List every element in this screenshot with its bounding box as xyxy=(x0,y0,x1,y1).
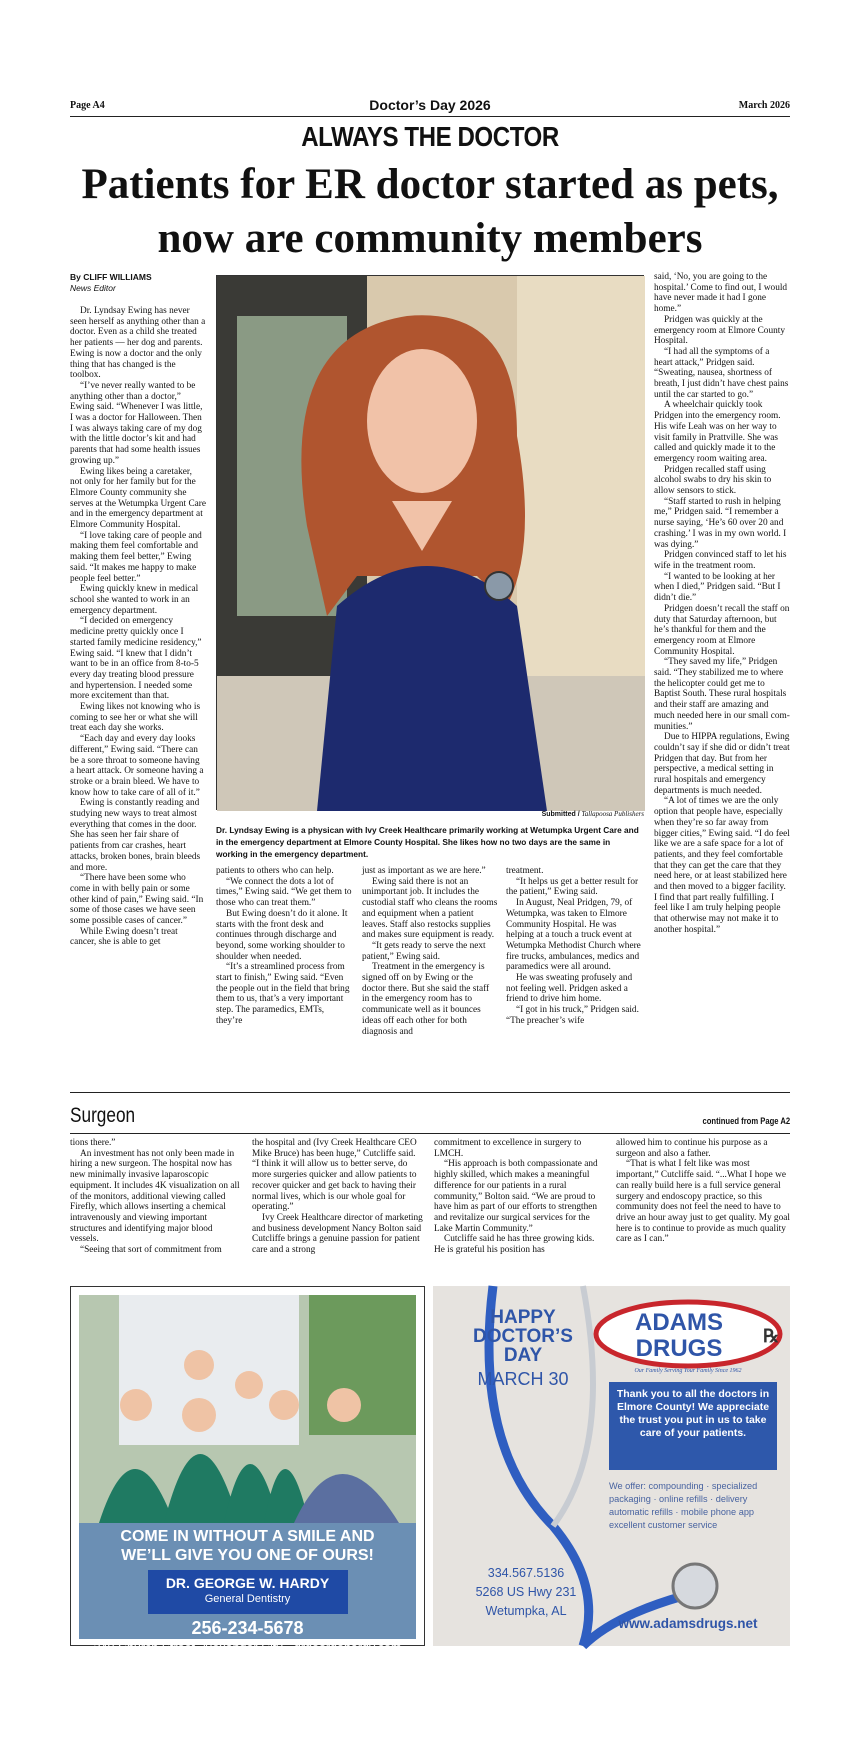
happy-line-3: DAY xyxy=(503,1345,543,1366)
happy-line-1: HAPPY xyxy=(490,1307,556,1328)
paragraph: “It’s a streamlined process from start to finish,” Ewing said. “Even the people out in the field that bring them to us, that’s a very important step. The paramedics, EMTs, they’re xyxy=(216,962,350,1026)
paragraph: He was sweating profusely and not feeling well. Pridgen asked a friend to drive him home. xyxy=(506,973,633,1005)
paragraph: But Ewing doesn’t do it alone. It starts with the front desk and continues through discharge and beyond, some working shoulder to shoulder when needed. xyxy=(216,908,348,962)
paragraph: patients to others who can help. xyxy=(216,866,334,876)
paragraph: “I wanted to be looking at her when I died,” Pridgen said. “But I didn’t die.” xyxy=(654,571,781,604)
paragraph: “Staff started to rush in helping me,” Pridgen said. “I remember a nurse saying, ‘He’s 60 over 20 and crashing.’ I was in my own world. I was dying.” xyxy=(654,496,787,550)
surgeon-column-1 xyxy=(70,1138,242,1273)
rx-icon: ℞ xyxy=(763,1326,780,1346)
dentist-name-box xyxy=(148,1570,348,1614)
paragraph: just as important as we are here.” xyxy=(362,866,486,876)
paragraph: the hospital and (Ivy Creek Healthcare CEO Mike Bruce) has been huge,” Cutcliffe said. “I think it will allow us to better serve, do more surgeries quicker and allow patients to recover quicker and get back to having their normal lives, which is our whole goal for operating.” xyxy=(252,1138,417,1213)
author-name: By CLIFF WILLIAMS xyxy=(70,272,152,282)
paragraph: “They saved my life,” Pridgen said. “They stabilized me to where the helicopter could get me to Baptist South. These rural hospitals and their staff are amazing and much needed here in our small communities.” xyxy=(654,657,790,732)
paragraph: Pridgen recalled staff using alcohol swabs to dry his skin to allow sensors to stick. xyxy=(654,464,772,497)
paragraph: “There have been some who come in with belly pain or some other kind of pain,” Ewing said. “In some of those cases we have seen some possible cases of cancer.” xyxy=(70,873,204,927)
surgeon-column-3 xyxy=(434,1138,606,1273)
dentist-name: DR. GEORGE W. HARDY xyxy=(165,1575,330,1591)
paragraph: Ewing likes being a caretaker, not only for her family but for the Elmore County community she serves at the Wetumpka Urgent Care and in the emergency department at Elmore Community Hospital. xyxy=(70,466,206,531)
surgeon-section-title: Surgeon xyxy=(70,1104,136,1127)
dentist-ad[interactable] xyxy=(70,1286,425,1655)
paragraph: “I got in his truck,” Pridgen said. “The preacher’s wife xyxy=(506,1005,639,1026)
paragraph: Ewing quickly knew in medical school she wanted to work in an emergency department. xyxy=(70,584,199,616)
article-column-1 xyxy=(70,306,206,948)
article-column-4 xyxy=(506,866,642,1078)
pharmacy-city: Wetumpka, AL xyxy=(485,1604,567,1618)
pharmacy-website[interactable]: www.adamsdrugs.net xyxy=(618,1616,758,1631)
paragraph: Pridgen doesn’t recall the staff on duty that Saturday afternoon, but he’s thankful for them and the emergency room at Elmore Community Hospital. xyxy=(654,603,790,657)
credit-source: Tallapoosa Publishers xyxy=(581,810,644,818)
pharmacy-offer: We offer: compounding · specialized packaging · online refills · delivery automatic refills · mobile phone app excellent customer service xyxy=(609,1481,758,1530)
brand-line-2: DRUGS xyxy=(635,1335,723,1362)
paragraph: “It gets ready to serve the next patient,” Ewing said. xyxy=(362,940,486,962)
paragraph: A wheelchair quickly took Pridgen into the emergency room. His wife Leah was on her way to visit family in Prattville. She was called and quickly made it to the emergency room waiting area. xyxy=(654,400,781,464)
continued-from: continued from Page A2 xyxy=(702,1116,790,1126)
paragraph: commitment to excellence in surgery to LMCH. xyxy=(434,1138,582,1159)
surgeon-column-2 xyxy=(252,1138,424,1273)
brand-line-1: ADAMS xyxy=(635,1309,723,1336)
adams-drugs-logo xyxy=(593,1300,783,1374)
paragraph: “A lot of times we are the only option that people have, especially when they’re so far away from bigger cities,” Ewing said. “I do feel like we are a safe space for a lot of patients, and they feel comfortable that they can get the care that they need here, or at least stabilized here and then moved to a bigger facility. I find that part really fulfilling. I feel like I am truly helping people that otherwise may not make it to another hospital.” xyxy=(654,796,790,935)
pharmacy-street: 5268 US Hwy 231 xyxy=(475,1585,577,1599)
pharmacy-contact xyxy=(471,1564,581,1621)
pharmacy-ad[interactable] xyxy=(433,1286,790,1646)
staff-group-illustration xyxy=(79,1295,416,1523)
paragraph: An investment has not only been made in hiring a new surgeon. The hospital now has new minimally invasive laparoscopic equipment. It includes 4K visualization on all of the monitors, additional viewing called Firefly, which allows inserting a chemical intravenously and viewing important structures and identifying major blood vessels. xyxy=(70,1148,240,1245)
ad-slogan-line-2: WE’LL GIVE YOU ONE OF OURS! xyxy=(121,1547,374,1564)
surgeon-column-4 xyxy=(616,1138,790,1273)
happy-doctors-day xyxy=(453,1308,593,1365)
paragraph: Cutcliffe said he has three growing kids. He is grateful his position has xyxy=(434,1234,595,1256)
folio-bar xyxy=(70,97,790,117)
paragraph: In August, Neal Pridgen, 79, of Wetumpka, was taken to Elmore Community Hospital. He was helping at a touch a truck event at Wetumpka Methodist Church where fire trucks, ambulances, medics and paramedics were all around. xyxy=(506,898,641,973)
article-column-3 xyxy=(362,866,498,1078)
surgeon-divider xyxy=(70,1133,790,1134)
article-column-5 xyxy=(654,272,790,1078)
headline-line-2: now are community members xyxy=(157,215,703,262)
paragraph: tions there.” xyxy=(70,1138,116,1148)
photo-caption: Dr. Lyndsay Ewing is a physican with Ivy Creek Healthcare primarily working at Wetumpka Urgent Care and in the emergency department at Elmore County Hospital. She likes how no two days are the same in working in the emergency department. xyxy=(216,825,639,859)
dental-staff-photo xyxy=(79,1295,416,1523)
paragraph: “I had all the symptoms of a heart attack,” Pridgen said. “Sweating, nausea, shortness of breath, I just didn’t have chest pains until the car started to go.” xyxy=(654,346,789,400)
paragraph: Ivy Creek Healthcare director of marketing and business development Nancy Bolton said Cutcliffe brings a genuine passion for patient care and a strong xyxy=(252,1212,423,1256)
paragraph: “I love taking care of people and making them feel comfortable and making them feel better,” Ewing said. “It makes me happy to make people feel better.” xyxy=(70,530,202,584)
portrait-illustration xyxy=(217,276,645,811)
paragraph: “We connect the dots a lot of times,” Ewing said. “We get them to those who can treat them.” xyxy=(216,876,352,909)
author-title: News Editor xyxy=(70,283,116,293)
paragraph: “It helps us get a better result for the patient,” Ewing said. xyxy=(506,876,639,898)
headline-line-1: Patients for ER doctor started as pets, xyxy=(81,161,779,208)
page-number: Page A4 xyxy=(70,100,105,111)
dentist-phone[interactable]: 256-234-5678 xyxy=(191,1618,304,1638)
section-title: Doctor’s Day 2026 xyxy=(369,97,491,113)
paragraph: “That is what I felt like was most important,” Cutcliffe said. “...What I hope we can really build here is a full service general surgery and endoscopy practice, so this community does not feel the need to have to drive an hour away just to get quality. My goal here is to continue to provide as much quality care as I can.” xyxy=(616,1159,790,1245)
paragraph: Ewing likes not knowing who is coming to see her or what she will treat each day she works. xyxy=(70,702,201,734)
paragraph: Dr. Lyndsay Ewing has never seen herself as anything other than a doctor. Even as a child she treated her patients — her dog and parents. Ewing is now a doctor and the only thing that has changed is the toolbox. xyxy=(70,306,206,381)
issue-date: March 2026 xyxy=(738,100,790,111)
paragraph: While Ewing doesn’t treat cancer, she is able to get xyxy=(70,926,178,948)
doctors-day-date: MARCH 30 xyxy=(477,1369,569,1389)
paragraph: “Seeing that sort of commitment from xyxy=(80,1245,222,1256)
kicker-headline: ALWAYS THE DOCTOR xyxy=(301,121,559,152)
dentist-ad-banner xyxy=(79,1523,416,1655)
brand-tagline: Our Family Serving Your Family Since 1962 xyxy=(634,1368,742,1374)
main-headline xyxy=(60,158,800,266)
paragraph: “I’ve never really wanted to be anything other than a doctor,” Ewing said. “Whenever I was little, I was a doctor for Halloween. Then I was always taking care of my dog with the little doctor’s kit and had parents that had some health issues growing up.” xyxy=(70,380,203,466)
dentist-specialty: General Dentistry xyxy=(204,1593,291,1605)
photo-credit xyxy=(216,810,644,818)
paragraph: allowed him to continue his purpose as a surgeon and also a father. xyxy=(616,1138,768,1159)
paragraph: Ewing is constantly reading and studying new ways to treat almost everything that comes in the door. She has seen her fair share of patients from car crashes, heart attacks, broken bones, brain bleeds and more. xyxy=(70,798,201,873)
doctor-portrait-photo xyxy=(216,275,644,810)
ad-slogan xyxy=(79,1523,416,1565)
paragraph: Due to HIPPA regulations, Ewing couldn’t say if she did or didn’t treat Pridgen that day. But from her perspective, a medical setting in rural hospitals and emergency departments is much needed. xyxy=(654,732,790,796)
paragraph: said, ‘No, you are going to the hospital.’ Come to find out, I would have never made it had I gone home.” xyxy=(654,272,788,315)
pharmacy-phone[interactable]: 334.567.5136 xyxy=(487,1566,565,1580)
pharmacy-thanks: Thank you to all the doctors in Elmore County! We appreciate the trust you put in us to take care of your patients. xyxy=(609,1382,777,1470)
ad-slogan-line-1: COME IN WITHOUT A SMILE AND xyxy=(120,1528,375,1545)
paragraph: “Each day and every day looks different,” Ewing said. “There can be a sore throat to someone having a heart attack. Or someone having a stroke or a brain bleed. We have to know how to take care of all of it.” xyxy=(70,734,204,798)
paragraph: “His approach is both compassionate and highly skilled, which makes a meaningful difference for our patients in a rural community,” Bolton said. “We are proud to have him as part of our efforts to strengthen and revitalize our surgical services for the Lake Martin Community.” xyxy=(434,1159,598,1234)
paragraph: Treatment in the emergency is signed off on by Ewing or the doctor there. But she said the staff in the emergency room has to communicate well as it bounces ideas off each other for both diagnosis and xyxy=(362,962,490,1037)
happy-line-2: DOCTOR’S xyxy=(473,1326,573,1347)
paragraph: Pridgen was quickly at the emergency room at Elmore County Hospital. xyxy=(654,314,785,347)
section-divider xyxy=(70,1092,790,1093)
byline xyxy=(70,272,200,294)
paragraph: Pridgen convinced staff to let his wife in the treatment room. xyxy=(654,550,787,571)
paragraph: treatment. xyxy=(506,866,544,876)
paragraph: Ewing said there is not an unimportant job. It includes the custodial staff who cleans the rooms and equipment when a patient leaves. Staff also restocks supplies and makes sure equipment is ready. xyxy=(362,876,498,941)
article-column-2 xyxy=(216,866,352,1078)
credit-label: Submitted / xyxy=(541,811,580,818)
paragraph: “I decided on emergency medicine pretty quickly once I started family medicine residency,” Ewing said. “I knew that I didn’t want to be in an office from 8-to-5 every day treating blood pressure and hypertension. I needed some more excitement than that. xyxy=(70,616,202,702)
dentist-address[interactable]: 340 Church Street, Alexander City • drgeorgehardy.com xyxy=(93,1641,402,1655)
